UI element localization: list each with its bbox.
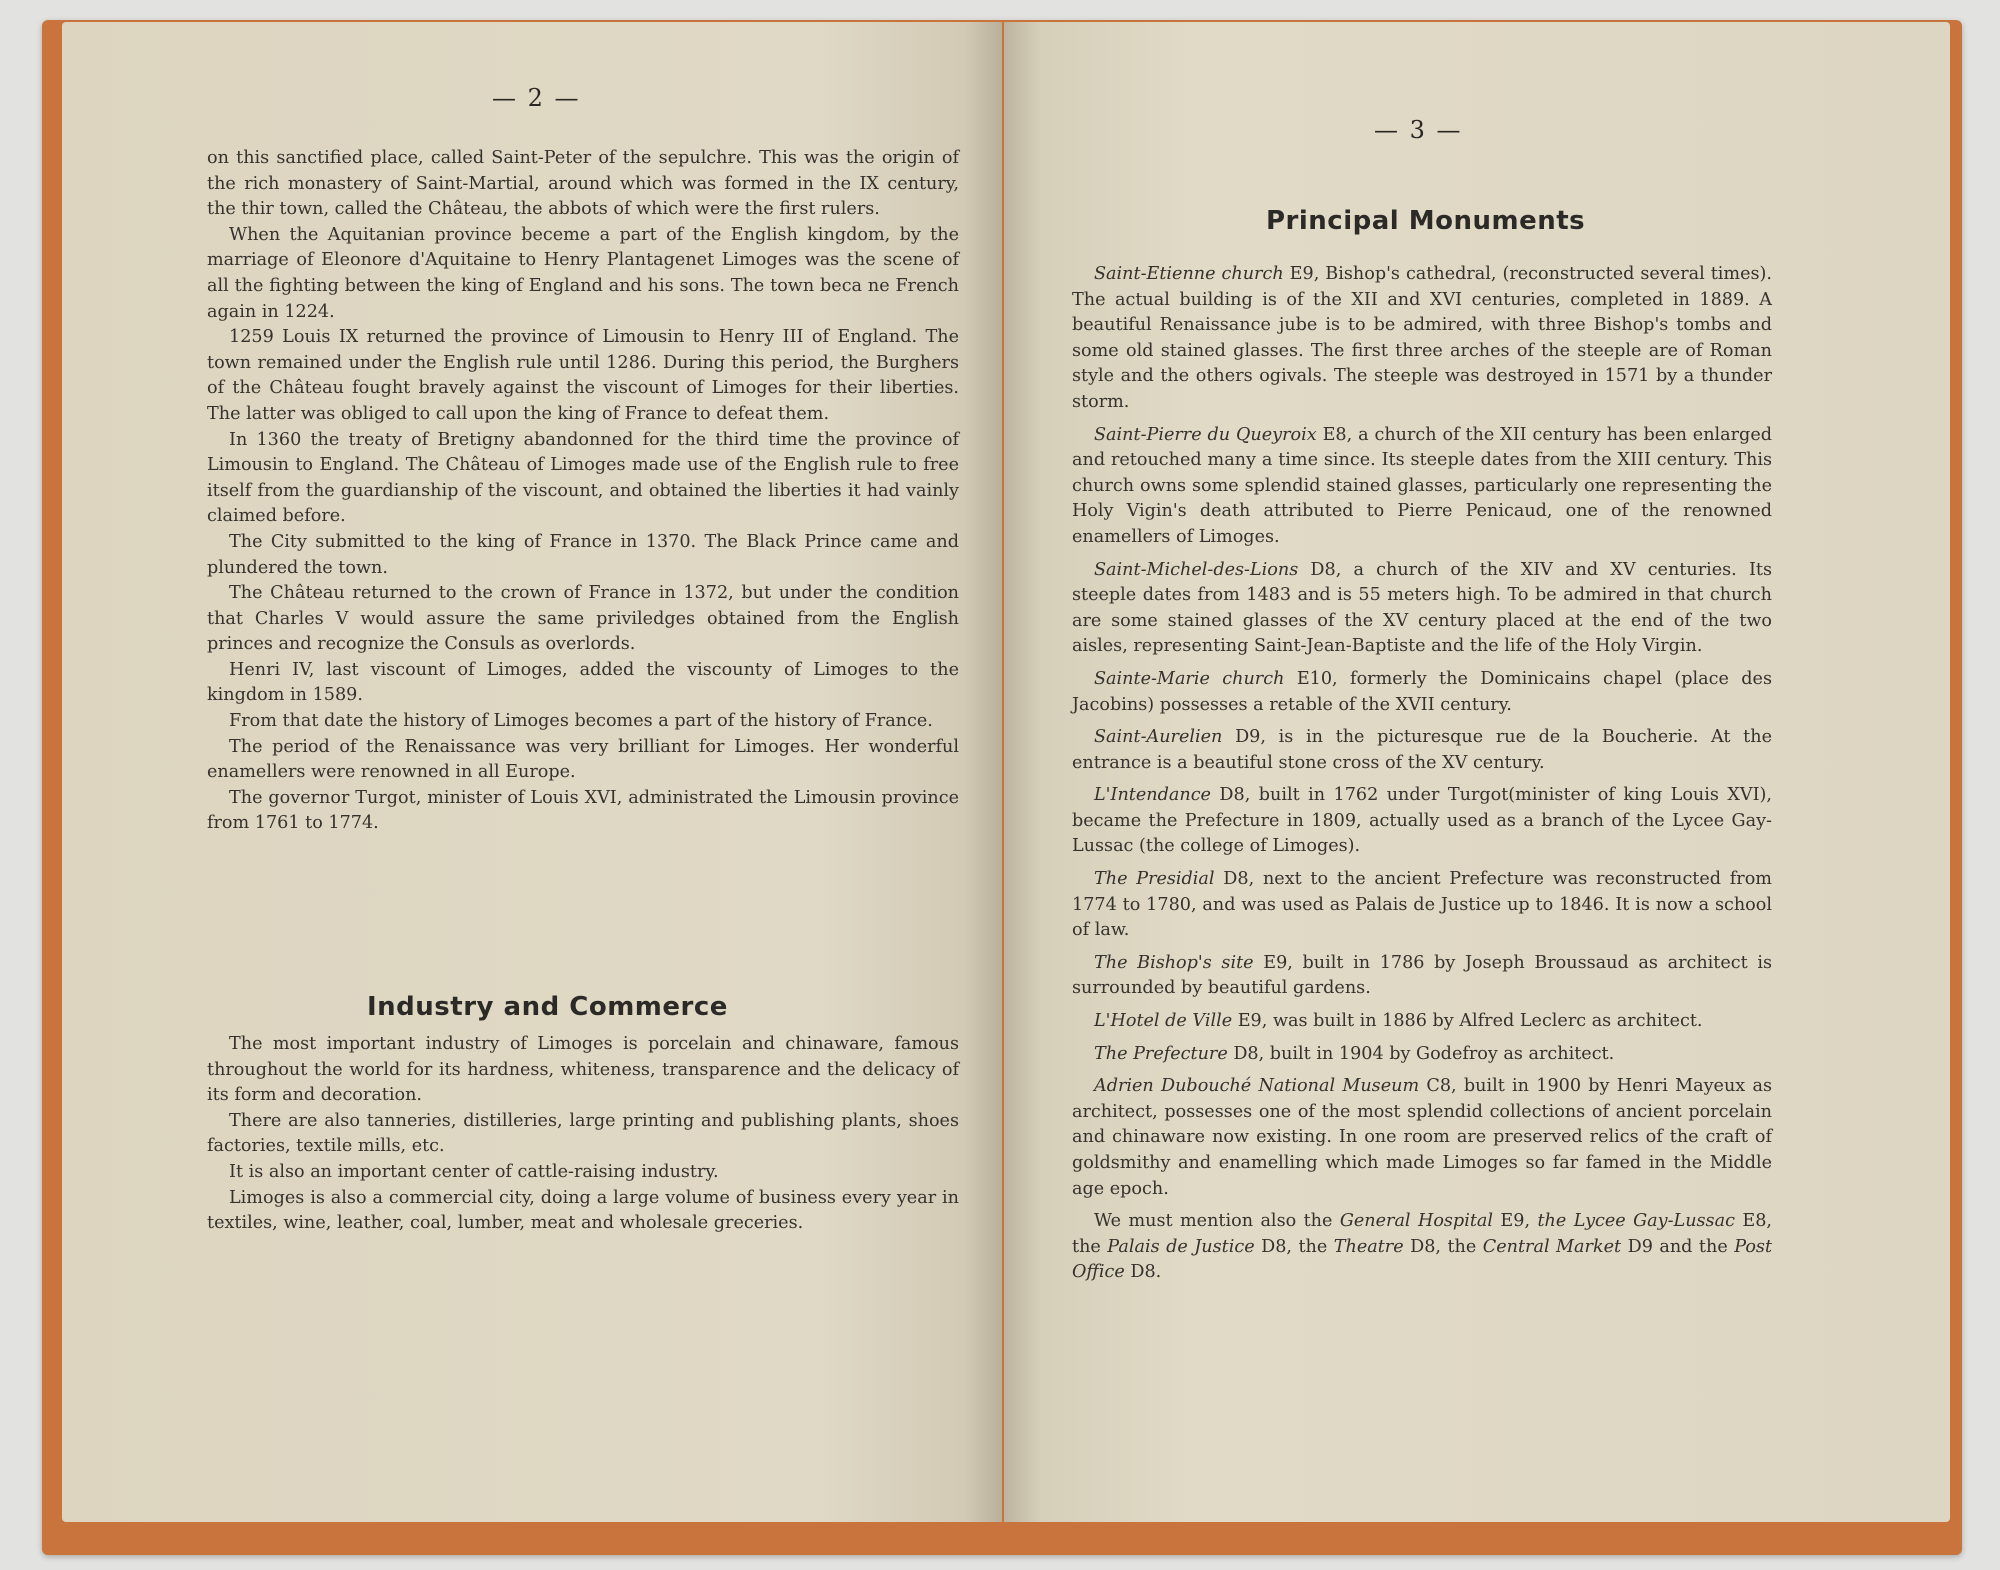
monument-description: D9, is in the picturesque rue de la Boucherie. At the entrance is a beautiful stone cross of the XV century. xyxy=(1072,727,1772,773)
monument-name: Adrien Dubouché National Museum xyxy=(1094,1076,1420,1097)
closing-name: General Hospital xyxy=(1339,1211,1494,1232)
monument-entry xyxy=(1072,262,1772,416)
closing-ref: E8, the xyxy=(1072,1211,1772,1257)
left-page xyxy=(62,22,1002,1522)
monument-entry xyxy=(1072,867,1772,944)
closing-ref: D9 and the xyxy=(1621,1236,1735,1257)
paragraph: It is also an important center of cattle-raising industry. xyxy=(229,1161,719,1182)
paragraph: The Château returned to the crown of France in 1372, but under the condition that Charles V would assure the same priviledges obtained from the English princes and recognize the Consuls as overlords. xyxy=(207,583,959,655)
monument-name: The Bishop's site xyxy=(1094,952,1254,973)
monument-name: Saint-Pierre du Queyroix xyxy=(1094,424,1317,445)
closing-ref: E9, xyxy=(1493,1211,1538,1232)
monument-name: L'Intendance xyxy=(1094,785,1211,806)
monument-entry xyxy=(1072,951,1772,1002)
closing-name: Theatre xyxy=(1333,1236,1404,1257)
paragraph: There are also tanneries, distilleries, large printing and publishing plants, shoes factories, textile mills, etc. xyxy=(207,1110,959,1157)
industry-heading: Industry and Commerce xyxy=(367,992,728,1022)
closing-name: the Lycee Gay-Lussac xyxy=(1537,1211,1735,1232)
monument-description: E10, formerly the Dominicains chapel (place des Jacobins) possesses a retable of the XVII century. xyxy=(1072,668,1772,715)
paragraph: From that date the history of Limoges becomes a part of the history of France. xyxy=(229,711,933,732)
closing-ref: D8, the xyxy=(1403,1236,1483,1257)
paragraph: When the Aquitanian province beceme a part of the English kingdom, by the marriage of Eleonore d'Aquitaine to Henry Plantagenet Limoges was the scene of all the fighting between the king of England and his sons. The town beca ne French again in 1224. xyxy=(207,224,959,322)
monument-entry xyxy=(1072,1009,1772,1035)
paragraph: The most important industry of Limoges is porcelain and chinaware, famous throughout the world for its hardness, whiteness, transparence and the delicacy of its form and decoration. xyxy=(207,1034,959,1106)
paragraph: In 1360 the treaty of Bretigny abandonned for the third time the province of Limousin to England. The Château of Limoges made use of the English rule to free itself from the guardianship of the viscount, and obtained the liberties it had vainly claimed before. xyxy=(207,429,959,527)
closing-paragraph xyxy=(1072,1209,1772,1286)
monuments-heading: Principal Monuments xyxy=(1266,206,1586,236)
paragraph: Limoges is also a commercial city, doing a large volume of business every year in textiles, wine, leather, coal, lumber, meat and wholesale greceries. xyxy=(207,1187,959,1234)
page-number-3: — 3 — xyxy=(1374,116,1463,144)
industry-text xyxy=(207,1032,959,1237)
paragraph: The governor Turgot, minister of Louis XVI, administrated the Limousin province from 1761 to 1774. xyxy=(207,787,959,834)
monument-entry xyxy=(1072,1042,1772,1068)
monument-description: E9, was built in 1886 by Alfred Leclerc as architect. xyxy=(1232,1011,1703,1032)
monument-name: Saint-Aurelien xyxy=(1094,727,1223,748)
monument-entry xyxy=(1072,725,1772,776)
paragraph: Henri IV, last viscount of Limoges, added the viscounty of Limoges to the kingdom in 1589. xyxy=(207,659,959,706)
closing-name: Post Office xyxy=(1072,1236,1773,1283)
monument-name: Saint-Etienne church xyxy=(1094,264,1284,284)
monument-description: C8, built in 1900 by Henri Mayeux as architect, possesses one of the most splendid collections of ancient porcelain and chinaware now existing. In one room are preserved relics of the craft of goldsmithy and enamelling which made Limoges so far famed in the Middle age epoch. xyxy=(1072,1076,1772,1199)
monument-description: E8, a church of the XII century has been enlarged and retouched many a time since. Its steeple dates from the XIII century. This church owns some splendid stained glasses, particularly one representing the Holy Vigin's death attributed to Pierre Penicaud, one of the renowned enamellers of Limoges. xyxy=(1072,424,1772,547)
paragraph: on this sanctified place, called Saint-Peter of the sepulchre. This was the origin of the rich monastery of Saint-Martial, around which was formed in the IX century, the thir town, called the Château, the abbots of which were the first rulers. xyxy=(207,148,959,220)
monument-name: Saint-Michel-des-Lions xyxy=(1094,559,1299,580)
monument-entry xyxy=(1072,423,1772,551)
monument-entry xyxy=(1072,667,1772,718)
right-page xyxy=(1004,22,1950,1522)
closing-lead: We must mention also the xyxy=(1094,1211,1340,1232)
closing-name: Palais de Justice xyxy=(1107,1236,1255,1257)
monuments-text xyxy=(1072,262,1772,1293)
monument-entry xyxy=(1072,558,1772,660)
monument-description: E9, Bishop's cathedral, (reconstructed several times). The actual building is of the XII and XVI centuries, completed in 1889. A beautiful Renaissance jube is to be admired, with three Bishop's tombs and some old stained glasses. The first three arches of the steeple are of Roman style and the others ogivals. The steeple was destroyed in 1571 by a thunder storm. xyxy=(1072,264,1773,412)
closing-ref: D8, the xyxy=(1254,1236,1334,1257)
paragraph: The period of the Renaissance was very brilliant for Limoges. Her wonderful enamellers were renowned in all Europe. xyxy=(207,736,959,783)
monument-entry xyxy=(1072,1074,1772,1202)
monument-description: D8, built in 1762 under Turgot(minister of king Louis XVI), became the Prefecture in 1809, actually used as a branch of the Lycee Gay-Lussac (the college of Limoges). xyxy=(1072,785,1772,857)
monument-description: D8, built in 1904 by Godefroy as architect. xyxy=(1227,1043,1615,1064)
closing-ref: D8. xyxy=(1124,1262,1162,1283)
closing-name: Central Market xyxy=(1482,1236,1622,1257)
monument-name: Sainte-Marie church xyxy=(1094,668,1285,689)
monument-description: E9, built in 1786 by Joseph Broussaud as architect is surrounded by beautiful gardens. xyxy=(1072,952,1773,999)
paragraph: The City submitted to the king of France in 1370. The Black Prince came and plundered the town. xyxy=(207,531,959,578)
page-number-2: — 2 — xyxy=(492,84,581,112)
monument-entry xyxy=(1072,783,1772,860)
monument-description: D8, next to the ancient Prefecture was reconstructed from 1774 to 1780, and was used as Palais de Justice up to 1846. It is now a school of law. xyxy=(1072,869,1772,941)
monument-name: The Presidial xyxy=(1094,869,1215,890)
monument-name: L'Hotel de Ville xyxy=(1094,1011,1233,1032)
monument-description: D8, a church of the XIV and XV centuries. Its steeple dates from 1483 and is 55 meters high. To be admired in that church are some stained glasses of the XV century placed at the end of the two aisles, representing Saint-Jean-Baptiste and the life of the Holy Virgin. xyxy=(1072,559,1772,657)
monument-name: The Prefecture xyxy=(1094,1043,1228,1064)
history-text xyxy=(207,146,959,837)
paragraph: 1259 Louis IX returned the province of Limousin to Henry III of England. The town remained under the English rule until 1286. During this period, the Burghers of the Château fought bravely against the viscount of Limoges for their liberties. The latter was obliged to call upon the king of France to defeat them. xyxy=(207,327,959,424)
